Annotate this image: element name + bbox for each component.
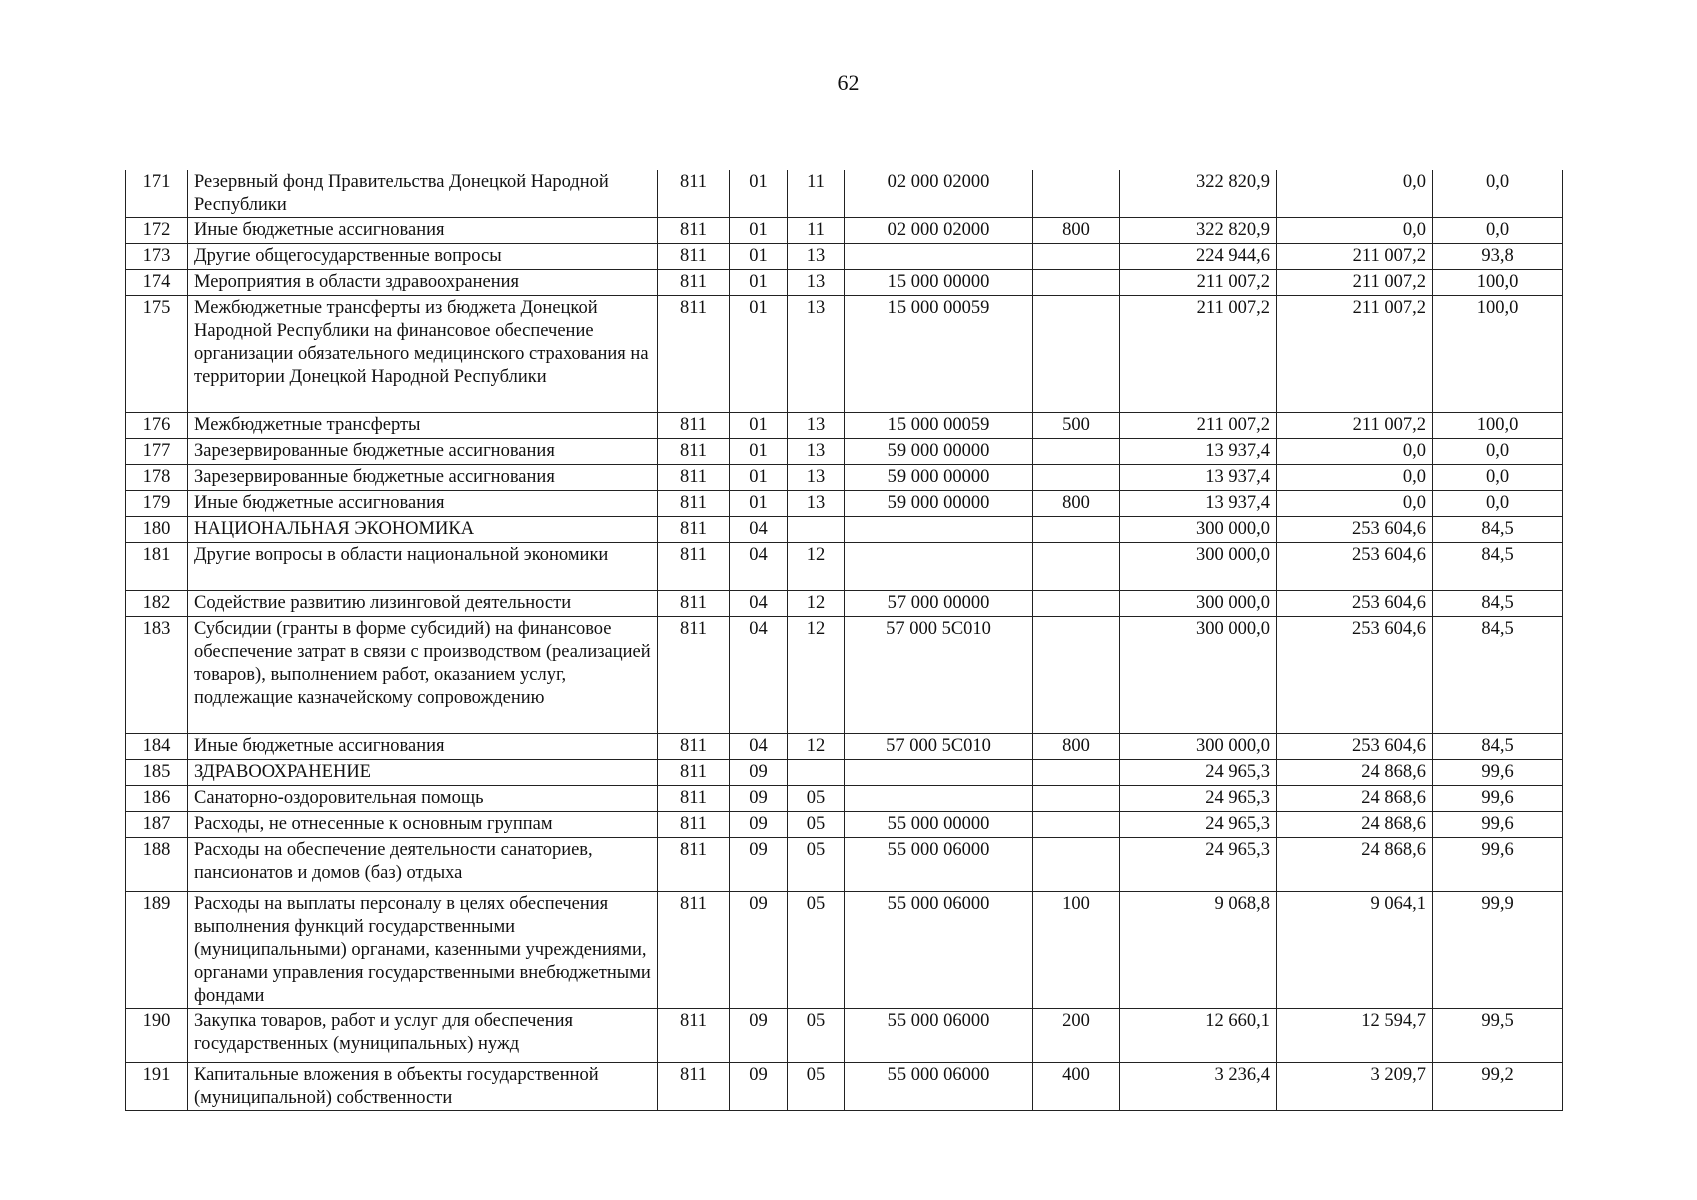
execution-percent-cell: 100,0 <box>1433 296 1563 413</box>
approved-amount-cell: 300 000,0 <box>1120 734 1277 760</box>
executed-amount-cell: 12 594,7 <box>1277 1009 1433 1063</box>
expense-type-cell <box>1033 439 1120 465</box>
table-row <box>126 1009 1563 1063</box>
approved-amount-cell: 13 937,4 <box>1120 465 1277 491</box>
item-name-cell: Зарезервированные бюджетные ассигнования <box>188 439 658 465</box>
execution-percent-cell: 84,5 <box>1433 591 1563 617</box>
table-row <box>126 439 1563 465</box>
execution-percent-cell: 84,5 <box>1433 734 1563 760</box>
expense-type-cell <box>1033 296 1120 413</box>
approved-amount-cell: 322 820,9 <box>1120 170 1277 218</box>
execution-percent-cell: 99,6 <box>1433 812 1563 838</box>
expense-type-cell <box>1033 838 1120 892</box>
section-code-cell: 04 <box>730 617 788 734</box>
row-number-cell: 182 <box>126 591 188 617</box>
item-name-cell: ЗДРАВООХРАНЕНИЕ <box>188 760 658 786</box>
execution-percent-cell: 0,0 <box>1433 491 1563 517</box>
department-code-cell: 811 <box>658 296 730 413</box>
table-row <box>126 465 1563 491</box>
execution-percent-cell: 100,0 <box>1433 270 1563 296</box>
row-number-cell: 185 <box>126 760 188 786</box>
executed-amount-cell: 24 868,6 <box>1277 812 1433 838</box>
expense-type-cell: 400 <box>1033 1063 1120 1111</box>
section-code-cell: 01 <box>730 439 788 465</box>
table-row <box>126 617 1563 734</box>
execution-percent-cell: 0,0 <box>1433 218 1563 244</box>
approved-amount-cell: 24 965,3 <box>1120 786 1277 812</box>
row-number-cell: 183 <box>126 617 188 734</box>
table-row <box>126 296 1563 413</box>
executed-amount-cell: 24 868,6 <box>1277 760 1433 786</box>
approved-amount-cell: 12 660,1 <box>1120 1009 1277 1063</box>
department-code-cell: 811 <box>658 838 730 892</box>
department-code-cell: 811 <box>658 617 730 734</box>
expense-type-cell: 500 <box>1033 413 1120 439</box>
expense-type-cell: 800 <box>1033 491 1120 517</box>
row-number-cell: 181 <box>126 543 188 591</box>
approved-amount-cell: 24 965,3 <box>1120 838 1277 892</box>
section-code-cell: 04 <box>730 517 788 543</box>
subsection-code-cell: 12 <box>788 617 845 734</box>
expense-type-cell <box>1033 244 1120 270</box>
subsection-code-cell: 13 <box>788 439 845 465</box>
table-row <box>126 244 1563 270</box>
approved-amount-cell: 300 000,0 <box>1120 617 1277 734</box>
target-article-cell: 55 000 00000 <box>845 812 1033 838</box>
subsection-code-cell: 12 <box>788 543 845 591</box>
subsection-code-cell: 12 <box>788 591 845 617</box>
section-code-cell: 09 <box>730 838 788 892</box>
row-number-cell: 176 <box>126 413 188 439</box>
table-row <box>126 270 1563 296</box>
row-number-cell: 173 <box>126 244 188 270</box>
approved-amount-cell: 24 965,3 <box>1120 760 1277 786</box>
subsection-code-cell: 05 <box>788 892 845 1009</box>
target-article-cell: 57 000 00000 <box>845 591 1033 617</box>
subsection-code-cell: 05 <box>788 786 845 812</box>
department-code-cell: 811 <box>658 786 730 812</box>
expense-type-cell: 100 <box>1033 892 1120 1009</box>
section-code-cell: 01 <box>730 491 788 517</box>
expense-type-cell: 800 <box>1033 734 1120 760</box>
section-code-cell: 09 <box>730 892 788 1009</box>
executed-amount-cell: 3 209,7 <box>1277 1063 1433 1111</box>
expense-type-cell <box>1033 760 1120 786</box>
section-code-cell: 01 <box>730 413 788 439</box>
subsection-code-cell: 13 <box>788 270 845 296</box>
expense-type-cell <box>1033 786 1120 812</box>
section-code-cell: 01 <box>730 296 788 413</box>
approved-amount-cell: 211 007,2 <box>1120 413 1277 439</box>
target-article-cell: 02 000 02000 <box>845 170 1033 218</box>
department-code-cell: 811 <box>658 244 730 270</box>
department-code-cell: 811 <box>658 734 730 760</box>
execution-percent-cell: 99,6 <box>1433 760 1563 786</box>
approved-amount-cell: 13 937,4 <box>1120 439 1277 465</box>
department-code-cell: 811 <box>658 465 730 491</box>
subsection-code-cell: 05 <box>788 812 845 838</box>
row-number-cell: 191 <box>126 1063 188 1111</box>
expense-type-cell: 200 <box>1033 1009 1120 1063</box>
execution-percent-cell: 99,6 <box>1433 838 1563 892</box>
execution-percent-cell: 84,5 <box>1433 517 1563 543</box>
item-name-cell: Другие вопросы в области национальной экономики <box>188 543 658 591</box>
execution-percent-cell: 100,0 <box>1433 413 1563 439</box>
expense-type-cell <box>1033 170 1120 218</box>
section-code-cell: 04 <box>730 543 788 591</box>
execution-percent-cell: 84,5 <box>1433 543 1563 591</box>
section-code-cell: 09 <box>730 760 788 786</box>
department-code-cell: 811 <box>658 218 730 244</box>
execution-percent-cell: 99,5 <box>1433 1009 1563 1063</box>
row-number-cell: 184 <box>126 734 188 760</box>
executed-amount-cell: 9 064,1 <box>1277 892 1433 1009</box>
target-article-cell: 57 000 5C010 <box>845 734 1033 760</box>
execution-percent-cell: 0,0 <box>1433 465 1563 491</box>
item-name-cell: Содействие развитию лизинговой деятельности <box>188 591 658 617</box>
row-number-cell: 190 <box>126 1009 188 1063</box>
execution-percent-cell: 99,2 <box>1433 1063 1563 1111</box>
target-article-cell: 59 000 00000 <box>845 465 1033 491</box>
executed-amount-cell: 0,0 <box>1277 465 1433 491</box>
subsection-code-cell: 05 <box>788 1063 845 1111</box>
department-code-cell: 811 <box>658 812 730 838</box>
item-name-cell: Субсидии (гранты в форме субсидий) на финансовое обеспечение затрат в связи с производством (реализацией товаров), выполнением работ, оказанием услуг, подлежащие казначейскому сопровождению <box>188 617 658 734</box>
executed-amount-cell: 253 604,6 <box>1277 734 1433 760</box>
row-number-cell: 186 <box>126 786 188 812</box>
item-name-cell: Зарезервированные бюджетные ассигнования <box>188 465 658 491</box>
subsection-code-cell: 13 <box>788 491 845 517</box>
subsection-code-cell: 13 <box>788 244 845 270</box>
item-name-cell: Межбюджетные трансферты <box>188 413 658 439</box>
row-number-cell: 187 <box>126 812 188 838</box>
department-code-cell: 811 <box>658 1009 730 1063</box>
section-code-cell: 04 <box>730 591 788 617</box>
executed-amount-cell: 253 604,6 <box>1277 591 1433 617</box>
item-name-cell: Резервный фонд Правительства Донецкой Народной Республики <box>188 170 658 218</box>
target-article-cell <box>845 543 1033 591</box>
department-code-cell: 811 <box>658 413 730 439</box>
approved-amount-cell: 211 007,2 <box>1120 296 1277 413</box>
table-row <box>126 812 1563 838</box>
row-number-cell: 177 <box>126 439 188 465</box>
row-number-cell: 180 <box>126 517 188 543</box>
section-code-cell: 01 <box>730 170 788 218</box>
row-number-cell: 171 <box>126 170 188 218</box>
execution-percent-cell: 0,0 <box>1433 439 1563 465</box>
target-article-cell: 02 000 02000 <box>845 218 1033 244</box>
subsection-code-cell <box>788 760 845 786</box>
section-code-cell: 09 <box>730 1009 788 1063</box>
row-number-cell: 174 <box>126 270 188 296</box>
target-article-cell: 55 000 06000 <box>845 892 1033 1009</box>
approved-amount-cell: 224 944,6 <box>1120 244 1277 270</box>
expense-type-cell <box>1033 812 1120 838</box>
target-article-cell: 15 000 00059 <box>845 413 1033 439</box>
section-code-cell: 04 <box>730 734 788 760</box>
table-row <box>126 760 1563 786</box>
expense-type-cell <box>1033 517 1120 543</box>
target-article-cell: 55 000 06000 <box>845 838 1033 892</box>
subsection-code-cell: 13 <box>788 465 845 491</box>
item-name-cell: Расходы на выплаты персоналу в целях обеспечения выполнения функций государственными (муниципальными) органами, казенными учреждениями, органами управления государственными внебюджетными фондами <box>188 892 658 1009</box>
department-code-cell: 811 <box>658 892 730 1009</box>
subsection-code-cell <box>788 517 845 543</box>
table-row <box>126 413 1563 439</box>
budget-table <box>125 170 1563 1111</box>
section-code-cell: 09 <box>730 786 788 812</box>
target-article-cell: 57 000 5C010 <box>845 617 1033 734</box>
row-number-cell: 175 <box>126 296 188 413</box>
table-row <box>126 218 1563 244</box>
table-row <box>126 591 1563 617</box>
executed-amount-cell: 211 007,2 <box>1277 244 1433 270</box>
department-code-cell: 811 <box>658 591 730 617</box>
row-number-cell: 178 <box>126 465 188 491</box>
item-name-cell: Межбюджетные трансферты из бюджета Донецкой Народной Республики на финансовое обеспечение организации обязательного медицинского страхования на территории Донецкой Народной Республики <box>188 296 658 413</box>
expense-type-cell <box>1033 591 1120 617</box>
approved-amount-cell: 3 236,4 <box>1120 1063 1277 1111</box>
approved-amount-cell: 300 000,0 <box>1120 543 1277 591</box>
table-row <box>126 543 1563 591</box>
expense-type-cell <box>1033 270 1120 296</box>
item-name-cell: Закупка товаров, работ и услуг для обеспечения государственных (муниципальных) нужд <box>188 1009 658 1063</box>
approved-amount-cell: 13 937,4 <box>1120 491 1277 517</box>
execution-percent-cell: 99,9 <box>1433 892 1563 1009</box>
execution-percent-cell: 93,8 <box>1433 244 1563 270</box>
executed-amount-cell: 253 604,6 <box>1277 517 1433 543</box>
item-name-cell: Санаторно-оздоровительная помощь <box>188 786 658 812</box>
table-row <box>126 170 1563 218</box>
item-name-cell: НАЦИОНАЛЬНАЯ ЭКОНОМИКА <box>188 517 658 543</box>
target-article-cell: 55 000 06000 <box>845 1009 1033 1063</box>
executed-amount-cell: 0,0 <box>1277 439 1433 465</box>
section-code-cell: 01 <box>730 244 788 270</box>
department-code-cell: 811 <box>658 543 730 591</box>
executed-amount-cell: 211 007,2 <box>1277 296 1433 413</box>
department-code-cell: 811 <box>658 270 730 296</box>
item-name-cell: Другие общегосударственные вопросы <box>188 244 658 270</box>
approved-amount-cell: 211 007,2 <box>1120 270 1277 296</box>
execution-percent-cell: 0,0 <box>1433 170 1563 218</box>
execution-percent-cell: 84,5 <box>1433 617 1563 734</box>
approved-amount-cell: 300 000,0 <box>1120 591 1277 617</box>
section-code-cell: 09 <box>730 1063 788 1111</box>
approved-amount-cell: 322 820,9 <box>1120 218 1277 244</box>
target-article-cell <box>845 517 1033 543</box>
approved-amount-cell: 300 000,0 <box>1120 517 1277 543</box>
department-code-cell: 811 <box>658 439 730 465</box>
item-name-cell: Мероприятия в области здравоохранения <box>188 270 658 296</box>
item-name-cell: Расходы, не отнесенные к основным группам <box>188 812 658 838</box>
table-row <box>126 892 1563 1009</box>
target-article-cell: 59 000 00000 <box>845 439 1033 465</box>
approved-amount-cell: 9 068,8 <box>1120 892 1277 1009</box>
section-code-cell: 01 <box>730 218 788 244</box>
section-code-cell: 01 <box>730 270 788 296</box>
executed-amount-cell: 253 604,6 <box>1277 543 1433 591</box>
table-row <box>126 517 1563 543</box>
department-code-cell: 811 <box>658 760 730 786</box>
subsection-code-cell: 11 <box>788 218 845 244</box>
table-row <box>126 491 1563 517</box>
target-article-cell: 59 000 00000 <box>845 491 1033 517</box>
department-code-cell: 811 <box>658 491 730 517</box>
item-name-cell: Иные бюджетные ассигнования <box>188 491 658 517</box>
expense-type-cell <box>1033 543 1120 591</box>
execution-percent-cell: 99,6 <box>1433 786 1563 812</box>
executed-amount-cell: 0,0 <box>1277 218 1433 244</box>
item-name-cell: Расходы на обеспечение деятельности санаториев, пансионатов и домов (баз) отдыха <box>188 838 658 892</box>
executed-amount-cell: 211 007,2 <box>1277 413 1433 439</box>
subsection-code-cell: 05 <box>788 838 845 892</box>
section-code-cell: 09 <box>730 812 788 838</box>
executed-amount-cell: 24 868,6 <box>1277 838 1433 892</box>
table-row <box>126 1063 1563 1111</box>
page-number: 62 <box>837 70 860 95</box>
target-article-cell: 15 000 00000 <box>845 270 1033 296</box>
table-row <box>126 838 1563 892</box>
department-code-cell: 811 <box>658 1063 730 1111</box>
target-article-cell <box>845 760 1033 786</box>
target-article-cell <box>845 786 1033 812</box>
subsection-code-cell: 12 <box>788 734 845 760</box>
section-code-cell: 01 <box>730 465 788 491</box>
row-number-cell: 188 <box>126 838 188 892</box>
table-row <box>126 734 1563 760</box>
row-number-cell: 189 <box>126 892 188 1009</box>
table-row <box>126 786 1563 812</box>
executed-amount-cell: 24 868,6 <box>1277 786 1433 812</box>
item-name-cell: Иные бюджетные ассигнования <box>188 734 658 760</box>
executed-amount-cell: 0,0 <box>1277 491 1433 517</box>
row-number-cell: 179 <box>126 491 188 517</box>
executed-amount-cell: 0,0 <box>1277 170 1433 218</box>
target-article-cell: 55 000 06000 <box>845 1063 1033 1111</box>
item-name-cell: Капитальные вложения в объекты государственной (муниципальной) собственности <box>188 1063 658 1111</box>
department-code-cell: 811 <box>658 170 730 218</box>
approved-amount-cell: 24 965,3 <box>1120 812 1277 838</box>
expense-type-cell <box>1033 465 1120 491</box>
expense-type-cell: 800 <box>1033 218 1120 244</box>
subsection-code-cell: 13 <box>788 296 845 413</box>
target-article-cell: 15 000 00059 <box>845 296 1033 413</box>
subsection-code-cell: 05 <box>788 1009 845 1063</box>
target-article-cell <box>845 244 1033 270</box>
row-number-cell: 172 <box>126 218 188 244</box>
executed-amount-cell: 211 007,2 <box>1277 270 1433 296</box>
item-name-cell: Иные бюджетные ассигнования <box>188 218 658 244</box>
subsection-code-cell: 13 <box>788 413 845 439</box>
subsection-code-cell: 11 <box>788 170 845 218</box>
executed-amount-cell: 253 604,6 <box>1277 617 1433 734</box>
expense-type-cell <box>1033 617 1120 734</box>
department-code-cell: 811 <box>658 517 730 543</box>
